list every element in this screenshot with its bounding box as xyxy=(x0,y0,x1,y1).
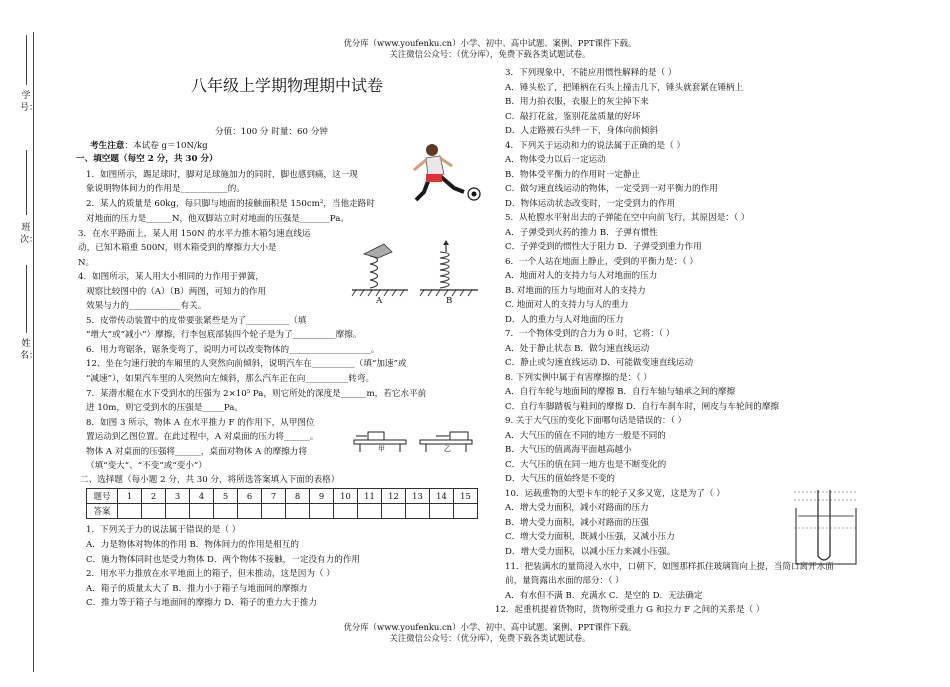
q6-line: 6．用力弯锯条，锯条变弯了，说明力可以改变物体的___________________。 xyxy=(86,345,380,355)
answer-cell[interactable] xyxy=(358,504,382,519)
q2-line2: 对地面的压力是______N，他双脚站立时对地面的压强是_______Pa。 xyxy=(86,214,349,224)
q8-line1: 8．如图 3 所示，物体 A 在水平推力 F 的作用下，从甲图位 xyxy=(86,418,315,428)
q8-line4: （填“变大”、“不变”或“变小”） xyxy=(86,461,207,471)
answer-cell[interactable] xyxy=(262,504,286,519)
spring-b xyxy=(440,252,449,288)
exam-note xyxy=(90,141,208,152)
q5-line2: “增大”或“减小”）摩擦，行李包底部装四个轮子是为了__________摩擦。 xyxy=(86,330,362,340)
graduated-cylinder xyxy=(818,490,830,560)
question-number: 11 xyxy=(358,489,382,504)
choice-q3-d: D．人走路被石头绊一下，身体向前倾斜 xyxy=(505,126,658,136)
answer-table-answer-row xyxy=(87,504,478,519)
choice-q10-d: D．增大受力面积，以减小压力来减小压强。 xyxy=(505,547,676,557)
question-number: 15 xyxy=(454,489,478,504)
question-number: 12 xyxy=(382,489,406,504)
choice-q10: 10．运载重物的大型卡车的轮子又多又宽，这是为了（ ） xyxy=(505,489,725,499)
q1-line1: 1．如图所示，踢足球时，脚对足球施加力的同时，脚也感到痛，这一现 xyxy=(86,170,358,180)
exam-note-label: 考生注意 xyxy=(90,141,125,151)
student-id-label: 学号： xyxy=(20,91,39,113)
answer-cell[interactable] xyxy=(214,504,238,519)
answer-cell[interactable] xyxy=(430,504,454,519)
q8-line2: 置运动到乙图位置。在此过程中，A 对桌面的压力将______。 xyxy=(86,432,319,442)
choice-q5-cd: C．子弹受到的惯性大于阻力 D．子弹受到重力作用 xyxy=(505,242,702,252)
choice-q8-cd: C．自行车脚踏板与鞋间的摩擦 D．自行车刹车时，闸皮与车轮间的摩擦 xyxy=(505,402,780,412)
label-yi: 乙 xyxy=(444,445,451,453)
name-blank[interactable] xyxy=(26,265,27,333)
question-number: 10 xyxy=(334,489,358,504)
answer-cell[interactable] xyxy=(238,504,262,519)
choice-q8: 8. 下列实例中属于有害摩擦的是：（ ） xyxy=(505,373,652,383)
question-number: 7 xyxy=(262,489,286,504)
question-number: 14 xyxy=(430,489,454,504)
block-a-yi xyxy=(450,432,468,440)
table-jia xyxy=(354,440,406,444)
soccer-ball-patch xyxy=(472,192,477,197)
section-fill-blank: 一、填空题（每空 2 分，共 30 分） xyxy=(76,154,218,164)
score-time: 分值：100 分 时量：60 分钟 xyxy=(215,127,328,137)
choice-q10-c: C．增大受力面积，既减小压强，又减小压力 xyxy=(505,532,675,542)
choice-q6-d: D．人的重力与人对地面的压力 xyxy=(505,315,624,325)
player-head xyxy=(426,144,438,156)
choice-q9-c: C．大气压的值在同一地方也是不断变化的 xyxy=(505,460,667,470)
choice-q3: 3．下列现象中，不能应用惯性解释的是（ ） xyxy=(505,68,677,78)
spring-label-a: A xyxy=(376,296,383,306)
q5-line1: 5．皮带传动装置中的皮带要张紧些是为了__________（填 xyxy=(86,316,307,326)
answer-cell[interactable] xyxy=(190,504,214,519)
choice-q11-line2: 前，量筒露出水面的部分：（ ） xyxy=(505,576,624,586)
table-row-label: 题号 xyxy=(87,489,118,504)
question-number: 6 xyxy=(238,489,262,504)
answer-table xyxy=(86,488,478,519)
question-number: 4 xyxy=(190,489,214,504)
question-number: 5 xyxy=(214,489,238,504)
choice-q7-ab: A．处于静止状态 B．做匀速直线运动 xyxy=(505,344,650,354)
choice-q5-ab: A．子弹受到火药的推力 B．子弹有惯性 xyxy=(505,228,658,238)
choice-q10-a: A．增大受力面积，减小对路面的压力 xyxy=(505,503,649,513)
choice-q1-cd: C．施力物体同时也是受力物体 D．两个物体不接触，一定没有力的作用 xyxy=(86,555,361,565)
q4-line3: 效果与力的____________有关。 xyxy=(86,301,207,311)
answer-cell[interactable] xyxy=(310,504,334,519)
table-row-label: 答案 xyxy=(87,504,118,519)
q7-line2: 进 10m，则它受到水的压强是_____Pa。 xyxy=(86,403,243,413)
choice-q1-ab: A．力是物体对物体的作用 B．物体间力的作用是相互的 xyxy=(86,540,299,550)
choice-q12: 12．起重机提着货物时，货物所受重力 G 和拉力 F 之间的关系是（ ） xyxy=(495,605,765,615)
answer-cell[interactable] xyxy=(166,504,190,519)
q7-line1: 7．某潜水艇在水下受到水的压强为 2×10⁵ Pa，则它所处的深度是______m，若它水平前 xyxy=(86,389,427,399)
q3-line2: 动，已知木箱重 500N，则木箱受到的摩擦力大小是 xyxy=(78,243,277,253)
cylinder-figure xyxy=(792,488,862,566)
header-bottom-line2: 关注微信公众号：（优分库），免费下载各类试题试卷。 xyxy=(389,633,591,643)
q12-line2: “减速”），如果汽车里的人突然向左倾斜，那么汽车正在向__________转弯。 xyxy=(86,374,375,384)
question-number: 2 xyxy=(142,489,166,504)
binding-sidebar xyxy=(0,0,50,687)
question-number: 1 xyxy=(118,489,142,504)
q3-line1: 3．在水平路面上，某人用 150N 的水平力推木箱匀速直线运 xyxy=(78,229,311,239)
choice-q4-b: B．物体受平衡力的作用时一定静止 xyxy=(505,170,641,180)
choice-q2-cd: C．推力等于箱子与地面间的摩擦力 D．箱子的重力大于推力 xyxy=(86,598,318,608)
q2-line1: 2．某人的质量是 60kg，每只脚与地面的接触面积是 150cm²，当他走路时 xyxy=(86,199,375,209)
question-number: 9 xyxy=(310,489,334,504)
student-id-blank[interactable] xyxy=(26,35,27,85)
q8-line3: 物体 A 对桌面的压强将______，桌面对物体 A 的摩擦力将 xyxy=(86,447,307,457)
hand-a xyxy=(364,244,392,258)
choice-q7-cd: C．静止或匀速直线运动 D．可能做变速直线运动 xyxy=(505,358,694,368)
choice-q1: 1．下列关于力的说法属于错误的是（ ） xyxy=(86,525,241,535)
header-top-line2: 关注微信公众号：（优分库），免费下载各类试题试卷。 xyxy=(389,49,591,59)
choice-q4: 4．下列关于运动和力的说法属于正确的是（ ） xyxy=(505,141,686,151)
water-tank xyxy=(796,508,856,564)
choice-q7: 7．一个物体受到的合力为 0 时，它将：（ ） xyxy=(505,329,675,339)
header-top-line1: 优分库（www.youfenku.cn）小学、初中、高中试题、案例、PPT课件下载。 xyxy=(343,38,637,48)
choice-q9-a: A．大气压的值在不同的地方一般是不同的 xyxy=(505,431,666,441)
answer-cell[interactable] xyxy=(454,504,478,519)
question-number: 8 xyxy=(286,489,310,504)
header-bottom-line1: 优分库（www.youfenku.cn）小学、初中、高中试题、案例、PPT课件下载。 xyxy=(343,622,637,632)
choice-q6-a: A．地面对人的支持力与人对地面的压力 xyxy=(505,271,658,281)
choice-q6: 6．一个人站在地面上静止，受到的平衡力是：（ ） xyxy=(505,257,698,267)
q4-line2: 观察比较图中的（A）（B）两图，可知力的作用 xyxy=(86,287,267,297)
choice-q2-ab: A．箱子的质量太大了 B．推力小于箱子与地面间的摩擦力 xyxy=(86,584,308,594)
choice-q11-line1: 11．把装满水的量筒浸入水中，口朝下，如图那样抓住玻璃筒向上提，当筒口离开水面 xyxy=(505,562,834,572)
choice-q8-ab: A．自行车轮与地面间的摩擦 B．自行车轴与轴承之间的摩擦 xyxy=(505,387,736,397)
class-label: 班次： xyxy=(20,223,39,245)
answer-cell[interactable] xyxy=(118,504,142,519)
question-number: 3 xyxy=(166,489,190,504)
exam-note-text: ：本试卷 g＝10N/kg xyxy=(124,141,208,151)
choice-q4-d: D．物体运动状态改变时，一定受到力的作用 xyxy=(505,199,676,209)
exam-title: 八年级上学期物理期中试卷 xyxy=(191,76,384,95)
table-block-figure xyxy=(350,422,480,454)
section-choice: 二、选择题（每小题 2 分，共 30 分，将所选答案填入下面的表格） xyxy=(80,475,340,485)
choice-q4-c: C．做匀速直线运动的物体，一定受到一对平衡力的作用 xyxy=(505,184,718,194)
player-shorts xyxy=(426,174,442,182)
soccer-player-figure xyxy=(410,140,482,208)
choice-q9: 9. 关于大气压的变化下面哪句话是错误的：（ ） xyxy=(505,416,687,426)
class-blank[interactable] xyxy=(26,150,27,215)
spring-figure xyxy=(350,240,480,306)
spring-label-b: B xyxy=(446,296,453,306)
choice-q3-a: A．锤头松了，把锤柄在石头上撞击几下，锤头就套紧在锤柄上 xyxy=(505,83,744,93)
water-lines xyxy=(794,492,858,528)
spring-a xyxy=(370,256,378,288)
answer-cell[interactable] xyxy=(142,504,166,519)
choice-q11-options: A．有水但不满 B．充满水 C．是空的 D．无法确定 xyxy=(505,591,703,601)
answer-cell[interactable] xyxy=(406,504,430,519)
choice-q5: 5．从枪膛水平射出去的子弹能在空中向前飞行，其原因是：（ ） xyxy=(505,213,750,223)
choice-q3-c: C．敲打花盆，鉴别花盆质量的好坏 xyxy=(505,112,641,122)
q1-line2: 象说明物体间力的作用是___________的。 xyxy=(86,184,245,194)
choice-q10-b: B．增大受力面积，减小对路面的压强 xyxy=(505,518,649,528)
block-a-jia xyxy=(368,432,384,440)
answer-cell[interactable] xyxy=(382,504,406,519)
answer-cell[interactable] xyxy=(286,504,310,519)
choice-q9-d: D．大气压的值始终是不变的 xyxy=(505,474,616,484)
answer-cell[interactable] xyxy=(334,504,358,519)
choice-q4-a: A．物体受力以后一定运动 xyxy=(505,155,606,165)
q4-line1: 4．如图所示，某人用大小相同的力作用于弹簧， xyxy=(78,272,264,282)
q12-line1: 12、坐在匀速行驶的车厢里的人突然向前倾斜，说明汽车在__________（填“加速”或 xyxy=(86,359,407,369)
choice-q9-b: B．大气压的值离海平面越高越小 xyxy=(505,445,632,455)
table-yi xyxy=(420,440,472,444)
answer-table-header-row xyxy=(87,489,478,504)
choice-q2: 2．用水平力推放在水平地面上的箱子，但未推动，这是因为（ ） xyxy=(86,569,335,579)
question-number: 13 xyxy=(406,489,430,504)
q3-line3: N。 xyxy=(78,258,95,268)
name-label: 姓名： xyxy=(20,339,39,361)
label-jia: 甲 xyxy=(378,445,385,453)
choice-q6-b: B. 对地面的压力与地面对人的支持力 xyxy=(505,286,646,296)
arrow-head-b xyxy=(443,240,449,245)
choice-q3-b: B．用力拍衣服，衣服上的灰尘掉下来 xyxy=(505,97,649,107)
choice-q6-c: C. 地面对人的支持力与人的重力 xyxy=(505,300,629,310)
